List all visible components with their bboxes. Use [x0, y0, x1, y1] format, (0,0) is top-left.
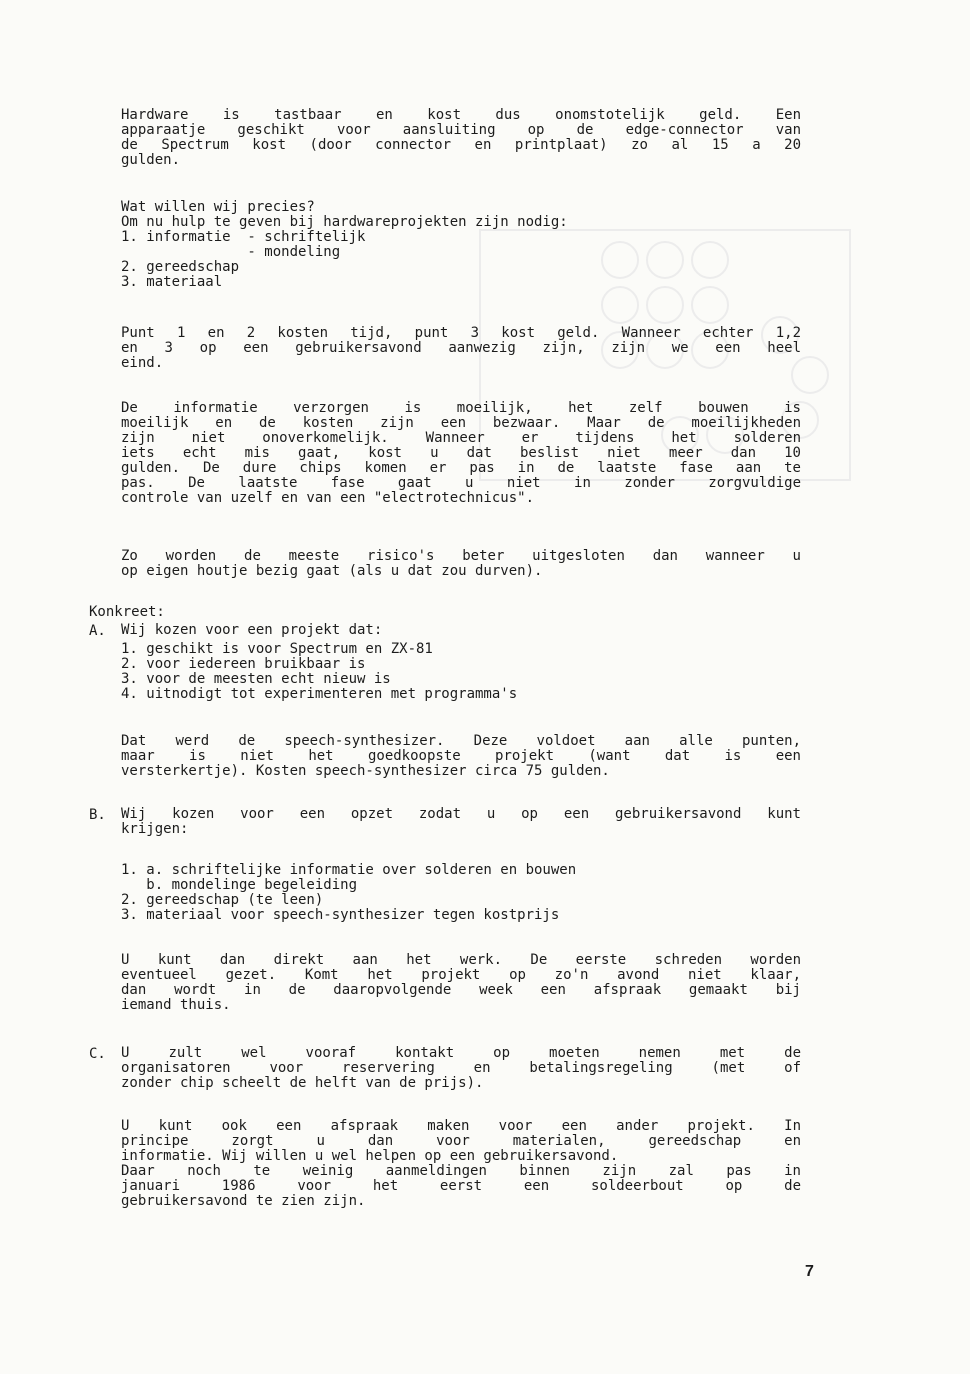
text-line: gebruikersavond te zien zijn.	[121, 1193, 366, 1209]
text-line: controle van uzelf en van een "electrotechnicus".	[121, 490, 535, 506]
section-b-list	[121, 863, 576, 923]
text-line: U kunt dan direkt aan het werk. De eerste schreden worden	[121, 952, 801, 968]
section-c-label: C.	[89, 1046, 106, 1062]
section-b-intro	[121, 807, 801, 837]
text-line: U kunt ook een afspraak maken voor een ander projekt. In	[121, 1118, 801, 1134]
text-line: eind.	[121, 355, 164, 371]
intro-paragraph	[121, 108, 801, 168]
list-item: b. mondelinge begeleiding	[121, 877, 358, 893]
risk-paragraph	[121, 549, 801, 579]
cost-paragraph	[121, 326, 801, 371]
text-line: apparaatje geschikt voor aansluiting op de edge-connector van	[121, 122, 801, 138]
text-line: januari 1986 voor het eerst een soldeerbout op de	[121, 1178, 801, 1194]
text-line: Wij kozen voor een projekt dat:	[121, 622, 383, 638]
text-line: krijgen:	[121, 821, 189, 837]
text-line: Punt 1 en 2 kosten tijd, punt 3 kost geld. Wanneer echter 1,2	[121, 325, 801, 341]
list-item: 2. gereedschap	[121, 259, 240, 275]
list-item: 3. materiaal	[121, 274, 223, 290]
section-b-text	[121, 953, 801, 1013]
text-line: maar is niet het goedkoopste projekt (want dat is een	[121, 748, 801, 764]
section-a-intro	[121, 623, 382, 638]
text-line: op eigen houtje bezig gaat (als u dat zou durven).	[121, 563, 543, 579]
text-line: dan wordt in de daaropvolgende week een afspraak gemaakt bij	[121, 982, 801, 998]
list-item: 1. informatie - schriftelijk	[121, 229, 366, 245]
text-line: Dat werd de speech-synthesizer. Deze voldoet aan alle punten,	[121, 733, 801, 749]
text-line: moeilijk en de kosten zijn een bezwaar. Maar de moeilijkheden	[121, 415, 801, 431]
text-line: informatie. Wij willen u wel helpen op een gebruikersavond.	[121, 1148, 619, 1164]
section-c-text-1	[121, 1046, 801, 1091]
list-item: 2. voor iedereen bruikbaar is	[121, 656, 366, 672]
text-line: Zo worden de meeste risico's beter uitgesloten dan wanneer u	[121, 548, 801, 564]
text-line: Wij kozen voor een opzet zodat u op een gebruikersavond kunt	[121, 806, 801, 822]
text-line: principe zorgt u dan voor materialen, gereedschap en	[121, 1133, 801, 1149]
text-line: Daar noch te weinig aanmeldingen binnen zijn zal pas in	[121, 1163, 801, 1179]
text-line: U zult wel vooraf kontakt op moeten nemen met de	[121, 1045, 801, 1061]
text-line: zonder chip scheelt de helft van de prijs).	[121, 1075, 484, 1091]
text-line: Hardware is tastbaar en kost dus onomstotelijk geld. Een	[121, 107, 801, 123]
list-item: - mondeling	[121, 244, 341, 260]
section-a-label: A.	[89, 623, 106, 639]
text-line: gulden. De dure chips komen er pas in de laatste fase aan te	[121, 460, 801, 476]
list-item: 1. a. schriftelijke informatie over solderen en bouwen	[121, 862, 577, 878]
section-a-list	[121, 642, 517, 702]
difficulty-paragraph	[121, 401, 801, 506]
list-item: 2. gereedschap (te leen)	[121, 892, 324, 908]
text-line: organisatoren voor reservering en betalingsregeling (met of	[121, 1060, 801, 1076]
list-item: 4. uitnodigt tot experimenteren met programma's	[121, 686, 518, 702]
section-a-text	[121, 734, 801, 779]
text-line: gulden.	[121, 152, 181, 168]
text-line: versterkertje). Kosten speech-synthesizer circa 75 gulden.	[121, 763, 610, 779]
text-line: Om nu hulp te geven bij hardwareprojekten zijn nodig:	[121, 214, 568, 230]
text-line: De informatie verzorgen is moeilijk, het zelf bouwen is	[121, 400, 801, 416]
list-item: 3. materiaal voor speech-synthesizer tegen kostprijs	[121, 907, 560, 923]
text-line: de Spectrum kost (door connector en printplaat) zo al 15 a 20	[121, 137, 801, 153]
section-b-label: B.	[89, 807, 106, 823]
page-number: 7	[805, 1263, 814, 1280]
konkreet-heading: Konkreet:	[89, 604, 165, 620]
text-line: Wat willen wij precies?	[121, 199, 315, 215]
list-item: 3. voor de meesten echt nieuw is	[121, 671, 391, 687]
text-line: iets echt mis gaat, kost u dat beslist niet meer dan 10	[121, 445, 801, 461]
list-item: 1. geschikt is voor Spectrum en ZX-81	[121, 641, 433, 657]
text-line: zijn niet onoverkomelijk. Wanneer er tijdens het solderen	[121, 430, 801, 446]
text-line: pas. De laatste fase gaat u niet in zonder zorgvuldige	[121, 475, 801, 491]
needs-list	[121, 200, 568, 290]
text-line: eventueel gezet. Komt het projekt op zo'n avond niet klaar,	[121, 967, 801, 983]
text-line: en 3 op een gebruikersavond aanwezig zijn, zijn we een heel	[121, 340, 801, 356]
text-line: iemand thuis.	[121, 997, 231, 1013]
section-c-text-2	[121, 1119, 801, 1209]
